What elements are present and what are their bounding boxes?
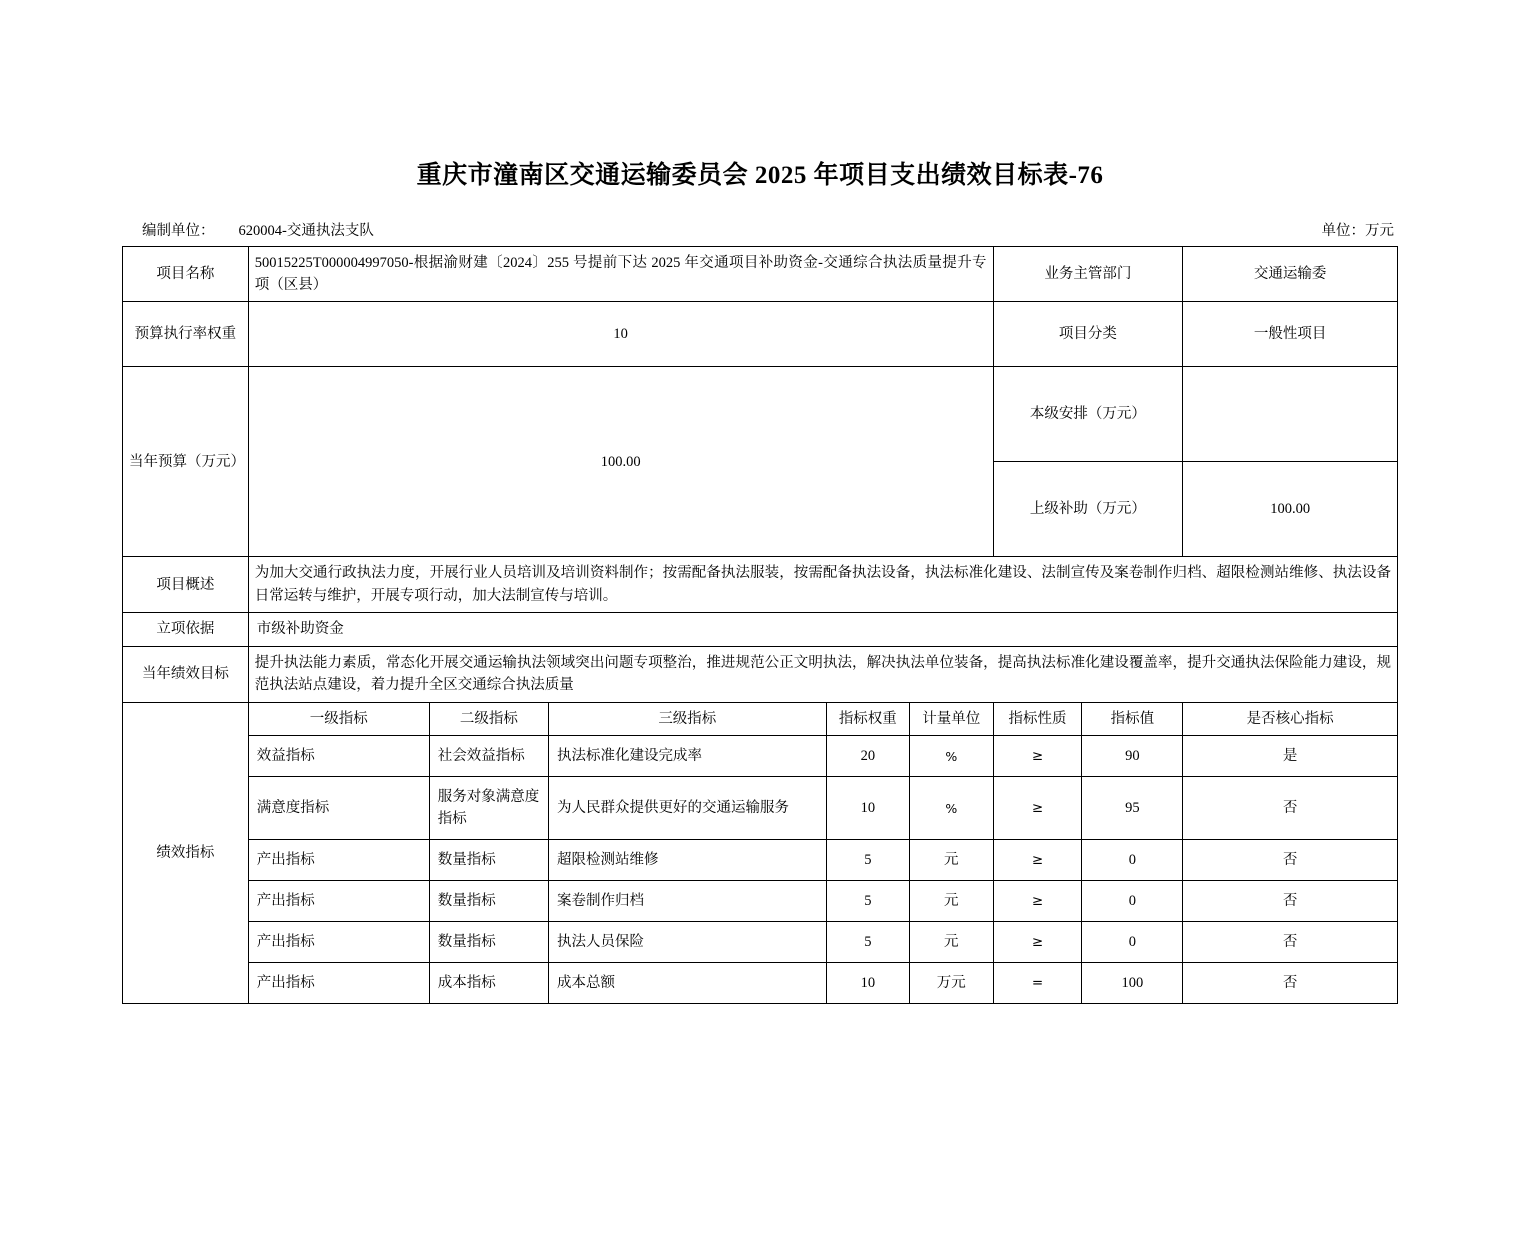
indicator-col-core: 是否核心指标 [1183,702,1398,735]
indicator-level2: 数量指标 [429,840,548,881]
indicator-level2: 服务对象满意度指标 [429,777,548,840]
project-name-label: 项目名称 [123,246,249,302]
indicator-level3: 为人民群众提供更好的交通运输服务 [549,777,827,840]
indicator-level1: 效益指标 [248,736,429,777]
indicator-weight: 10 [826,777,909,840]
indicator-level3: 成本总额 [549,963,827,1004]
page-title: 重庆市潼南区交通运输委员会 2025 年项目支出绩效目标表-76 [416,162,1104,189]
indicator-col-weight: 指标权重 [826,702,909,735]
exec-weight-value: 10 [248,302,993,367]
indicator-level2: 成本指标 [429,963,548,1004]
indicator-level1: 产出指标 [248,840,429,881]
indicator-nature: ≥ [993,840,1082,881]
compiler-block [124,219,374,240]
project-name-value: 50015225T000004997050-根据渝财建〔2024〕255 号提前下达 2025 年交通项目补助资金-交通综合执法质量提升专项（区县） [248,246,993,302]
indicator-header-row [123,702,1398,735]
indicator-col-level3: 三级指标 [549,702,827,735]
indicator-nature: ≥ [993,922,1082,963]
indicator-level3: 执法标准化建设完成率 [549,736,827,777]
indicator-nature: ≥ [993,881,1082,922]
table-row [123,881,1398,922]
indicator-col-level2: 二级指标 [429,702,548,735]
indicator-weight: 10 [826,963,909,1004]
indicator-level3: 执法人员保险 [549,922,827,963]
indicator-core: 否 [1183,777,1398,840]
table-row [123,840,1398,881]
indicator-weight: 5 [826,840,909,881]
indicator-unit: % [910,777,994,840]
compiler-value: 620004-交通执法支队 [238,222,374,239]
indicator-level1: 产出指标 [248,963,429,1004]
indicator-nature: ≥ [993,736,1082,777]
indicator-level1: 产出指标 [248,922,429,963]
dept-value: 交通运输委 [1183,246,1398,302]
local-arrangement-value [1183,367,1398,462]
overview-label: 项目概述 [123,557,249,613]
meta-row [122,219,1398,240]
indicator-weight: 20 [826,736,909,777]
indicator-col-value: 指标值 [1082,702,1183,735]
indicator-level2: 数量指标 [429,881,548,922]
indicator-value: 95 [1082,777,1183,840]
indicator-unit: 元 [910,840,994,881]
table-row-overview [123,557,1398,613]
indicator-value: 100 [1082,963,1183,1004]
basis-label: 立项依据 [123,613,249,646]
indicator-unit: 元 [910,922,994,963]
upper-subsidy-label: 上级补助（万元） [993,462,1183,557]
exec-weight-label: 预算执行率权重 [123,302,249,367]
indicator-value: 0 [1082,922,1183,963]
table-row-exec-weight [123,302,1398,367]
performance-target-table [122,246,1398,1005]
indicator-weight: 5 [826,922,909,963]
indicator-value: 90 [1082,736,1183,777]
overview-value: 为加大交通行政执法力度，开展行业人员培训及培训资料制作；按需配备执法服装，按需配备执法设备，执法标准化建设、法制宣传及案卷制作归档、超限检测站维修、执法设备日常运转与维护，开展专项行动，加大法制宣传与培训。 [248,557,1397,613]
table-row [123,963,1398,1004]
dept-label: 业务主管部门 [993,246,1183,302]
indicator-core: 否 [1183,881,1398,922]
indicator-unit: 万元 [910,963,994,1004]
table-row-project-name [123,246,1398,302]
indicator-level1: 满意度指标 [248,777,429,840]
indicator-core: 否 [1183,840,1398,881]
indicator-col-level1: 一级指标 [248,702,429,735]
indicator-unit: 元 [910,881,994,922]
goal-value: 提升执法能力素质，常态化开展交通运输执法领域突出问题专项整治，推进规范公正文明执法，解决执法单位装备，提高执法标准化建设覆盖率，提升交通执法保险能力建设，规范执法站点建设，着力提升全区交通综合执法质量 [248,646,1397,702]
indicator-core: 是 [1183,736,1398,777]
indicator-core: 否 [1183,922,1398,963]
table-row-goal [123,646,1398,702]
table-row-budget-local [123,367,1398,462]
table-row [123,922,1398,963]
table-row [123,777,1398,840]
indicator-level3: 案卷制作归档 [549,881,827,922]
indicator-col-unit: 计量单位 [910,702,994,735]
compiler-label: 编制单位： [142,222,215,239]
budget-label: 当年预算（万元） [123,367,249,557]
local-arrangement-label: 本级安排（万元） [993,367,1183,462]
category-value: 一般性项目 [1183,302,1398,367]
indicators-label: 绩效指标 [123,702,249,1003]
indicator-col-nature: 指标性质 [993,702,1082,735]
category-label: 项目分类 [993,302,1183,367]
table-row [123,736,1398,777]
indicator-nature: = [993,963,1082,1004]
basis-value: 市级补助资金 [248,613,1397,646]
indicator-core: 否 [1183,963,1398,1004]
goal-label: 当年绩效目标 [123,646,249,702]
indicator-weight: 5 [826,881,909,922]
indicator-level1: 产出指标 [248,881,429,922]
indicator-value: 0 [1082,840,1183,881]
indicator-level2: 社会效益指标 [429,736,548,777]
indicator-level3: 超限检测站维修 [549,840,827,881]
indicator-nature: ≥ [993,777,1082,840]
indicator-level2: 数量指标 [429,922,548,963]
table-row-basis [123,613,1398,646]
upper-subsidy-value: 100.00 [1183,462,1398,557]
indicator-unit: % [910,736,994,777]
unit-note: 单位：万元 [1321,222,1394,239]
indicator-value: 0 [1082,881,1183,922]
budget-value: 100.00 [248,367,993,557]
document-page [0,160,1520,1234]
